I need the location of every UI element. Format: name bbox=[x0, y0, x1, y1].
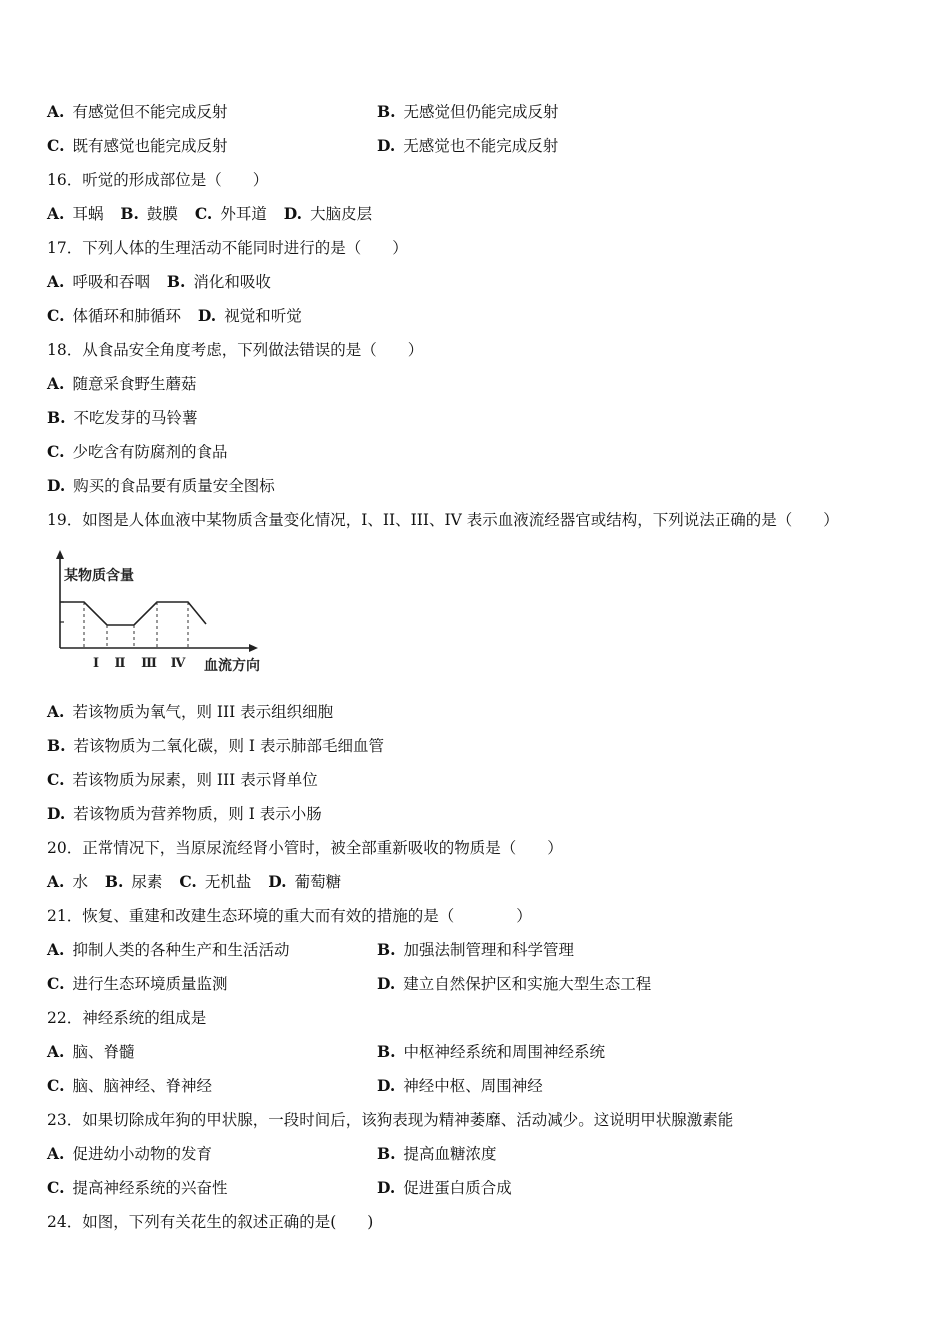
q17-option-c: 体循环和肺循环 bbox=[72, 307, 181, 325]
q15-option-c: 既有感觉也能完成反射 bbox=[72, 137, 228, 155]
q23-option-d: 促进蛋白质合成 bbox=[403, 1179, 512, 1197]
q19-stem: 19．如图是人体血液中某物质含量变化情况，I、II、III、IV 表示血液流经器官或结构，下列说法正确的是（ ） bbox=[47, 511, 839, 529]
q23-stem: 23．如果切除成年狗的甲状腺，一段时间后，该狗表现为精神萎靡、活动减少。这说明甲状腺激素能 bbox=[47, 1111, 734, 1129]
q17-option-a-letter: A. bbox=[47, 272, 65, 291]
q21-row-ab bbox=[47, 940, 575, 960]
tick-label-4: Ⅳ bbox=[170, 656, 186, 671]
q23-option-c: 提高神经系统的兴奋性 bbox=[72, 1179, 228, 1197]
q16-option-b: 鼓膜 bbox=[146, 205, 178, 223]
q22-option-d-letter: D. bbox=[377, 1076, 396, 1095]
q16-options bbox=[47, 204, 372, 224]
q21-stem: 21．恢复、重建和改建生态环境的重大而有效的措施的是（ ） bbox=[47, 907, 532, 925]
q20-option-d: 葡萄糖 bbox=[294, 873, 342, 891]
q19-option-d: 若该物质为营养物质，则 I 表示小肠 bbox=[73, 805, 322, 823]
q18-option-d-letter: D. bbox=[47, 476, 66, 495]
tick-label-3: Ⅲ bbox=[141, 656, 157, 671]
q19-option-row-c bbox=[47, 770, 318, 790]
q18-option-b: 不吃发芽的马铃薯 bbox=[73, 409, 198, 427]
q17-row-cd bbox=[47, 306, 302, 326]
x-axis-label: 血流方向 bbox=[204, 658, 260, 674]
q21-option-b-letter: B. bbox=[377, 940, 396, 959]
q18-option-row-c bbox=[47, 442, 227, 462]
q19-option-c-letter: C. bbox=[47, 770, 65, 789]
tick-label-1: Ⅰ bbox=[92, 656, 100, 671]
q23-option-b: 提高血糖浓度 bbox=[403, 1145, 497, 1163]
q21-row-cd bbox=[47, 974, 652, 994]
q23-row-cd bbox=[47, 1178, 512, 1198]
q18-stem: 18．从食品安全角度考虑，下列做法错误的是（ ） bbox=[47, 341, 424, 359]
q19-option-a-letter: A. bbox=[47, 702, 65, 721]
q21-option-a: 抑制人类的各种生产和生活活动 bbox=[72, 941, 290, 959]
q18-option-row-d bbox=[47, 476, 275, 496]
q17-stem: 17．下列人体的生理活动不能同时进行的是（ ） bbox=[47, 239, 408, 257]
x-axis-arrow bbox=[249, 644, 258, 652]
q19-option-row-b bbox=[47, 736, 384, 756]
q19-option-c: 若该物质为尿素，则 III 表示肾单位 bbox=[72, 771, 318, 789]
q15-row-cd bbox=[47, 136, 559, 156]
q16-option-a-letter: A. bbox=[47, 204, 65, 223]
q22-option-b-letter: B. bbox=[377, 1042, 396, 1061]
q17-option-c-letter: C. bbox=[47, 306, 65, 325]
q15-option-d-letter: D. bbox=[377, 136, 396, 155]
q16-option-c-letter: C. bbox=[194, 204, 213, 223]
y-axis-label: 某物质含量 bbox=[64, 568, 134, 584]
q16-option-d-letter: D. bbox=[283, 204, 303, 223]
q22-option-b: 中枢神经系统和周围神经系统 bbox=[403, 1043, 606, 1061]
q24-stem: 24．如图，下列有关花生的叙述正确的是( ) bbox=[47, 1213, 374, 1231]
q18-option-d: 购买的食品要有质量安全图标 bbox=[73, 477, 275, 495]
q18-option-a-letter: A. bbox=[47, 374, 65, 393]
q23-option-b-letter: B. bbox=[377, 1144, 396, 1163]
q20-option-c-letter: C. bbox=[179, 872, 197, 891]
q17-option-b: 消化和吸收 bbox=[193, 273, 271, 291]
q16-option-b-letter: B. bbox=[120, 204, 139, 223]
q21-option-d: 建立自然保护区和实施大型生态工程 bbox=[403, 975, 652, 993]
q20-option-d-letter: D. bbox=[268, 872, 287, 891]
y-axis-arrow bbox=[56, 550, 64, 559]
q18-option-c: 少吃含有防腐剂的食品 bbox=[72, 443, 228, 461]
q15-row-ab bbox=[47, 102, 559, 122]
q19-option-d-letter: D. bbox=[47, 804, 66, 823]
q23-row-ab bbox=[47, 1144, 497, 1164]
q21-option-c-letter: C. bbox=[47, 974, 65, 993]
q22-option-a-letter: A. bbox=[47, 1042, 65, 1061]
q23-option-a-letter: A. bbox=[47, 1144, 65, 1163]
q19-option-row-a bbox=[47, 702, 333, 722]
q16-option-d: 大脑皮层 bbox=[310, 205, 373, 223]
q18-option-b-letter: B. bbox=[47, 408, 66, 427]
content-curve bbox=[60, 602, 206, 625]
q22-row-ab bbox=[47, 1042, 606, 1062]
q15-option-b-letter: B. bbox=[377, 102, 396, 121]
q20-option-a: 水 bbox=[72, 873, 88, 891]
q15-option-a: 有感觉但不能完成反射 bbox=[72, 103, 228, 121]
q15-option-b: 无感觉但仍能完成反射 bbox=[403, 103, 559, 121]
q17-option-d-letter: D. bbox=[197, 306, 217, 325]
q21-option-b: 加强法制管理和科学管理 bbox=[403, 941, 575, 959]
q22-option-c-letter: C. bbox=[47, 1076, 65, 1095]
q19-option-b: 若该物质为二氧化碳，则 I 表示肺部毛细血管 bbox=[73, 737, 384, 755]
q16-option-a: 耳蜗 bbox=[72, 205, 104, 223]
q19-option-row-d bbox=[47, 804, 322, 824]
q19-option-b-letter: B. bbox=[47, 736, 66, 755]
q17-option-b-letter: B. bbox=[166, 272, 186, 291]
q20-stem: 20．正常情况下，当原尿流经肾小管时，被全部重新吸收的物质是（ ） bbox=[47, 839, 563, 857]
q23-option-a: 促进幼小动物的发育 bbox=[72, 1145, 212, 1163]
q21-option-d-letter: D. bbox=[377, 974, 396, 993]
q18-option-row-a bbox=[47, 374, 196, 394]
q22-row-cd bbox=[47, 1076, 543, 1096]
q20-option-b-letter: B. bbox=[104, 872, 124, 891]
tick-label-2: Ⅱ bbox=[114, 656, 126, 671]
q18-option-a: 随意采食野生蘑菇 bbox=[72, 375, 197, 393]
q15-option-d: 无感觉也不能完成反射 bbox=[403, 137, 559, 155]
q22-option-a: 脑、脊髓 bbox=[72, 1043, 135, 1061]
q17-option-a: 呼吸和吞咽 bbox=[72, 273, 150, 291]
q23-option-c-letter: C. bbox=[47, 1178, 65, 1197]
q18-option-row-b bbox=[47, 408, 198, 428]
q16-stem: 16．听觉的形成部位是（ ） bbox=[47, 171, 269, 189]
q22-option-d: 神经中枢、周围神经 bbox=[403, 1077, 543, 1095]
q20-option-b: 尿素 bbox=[131, 873, 163, 891]
q22-stem: 22．神经系统的组成是 bbox=[47, 1009, 207, 1027]
q20-option-c: 无机盐 bbox=[204, 873, 252, 891]
blood-substance-graph bbox=[50, 548, 280, 678]
q22-option-c: 脑、脑神经、脊神经 bbox=[72, 1077, 212, 1095]
q23-option-d-letter: D. bbox=[377, 1178, 396, 1197]
q20-option-a-letter: A. bbox=[47, 872, 65, 891]
q21-option-c: 进行生态环境质量监测 bbox=[72, 975, 228, 993]
q16-option-c: 外耳道 bbox=[220, 205, 267, 223]
q18-option-c-letter: C. bbox=[47, 442, 65, 461]
q15-option-c-letter: C. bbox=[47, 136, 65, 155]
q17-option-d: 视觉和听觉 bbox=[224, 307, 302, 325]
q15-option-a-letter: A. bbox=[47, 102, 65, 121]
q17-row-ab bbox=[47, 272, 271, 292]
q20-options bbox=[47, 872, 341, 892]
q21-option-a-letter: A. bbox=[47, 940, 65, 959]
q19-option-a: 若该物质为氧气，则 III 表示组织细胞 bbox=[72, 703, 334, 721]
